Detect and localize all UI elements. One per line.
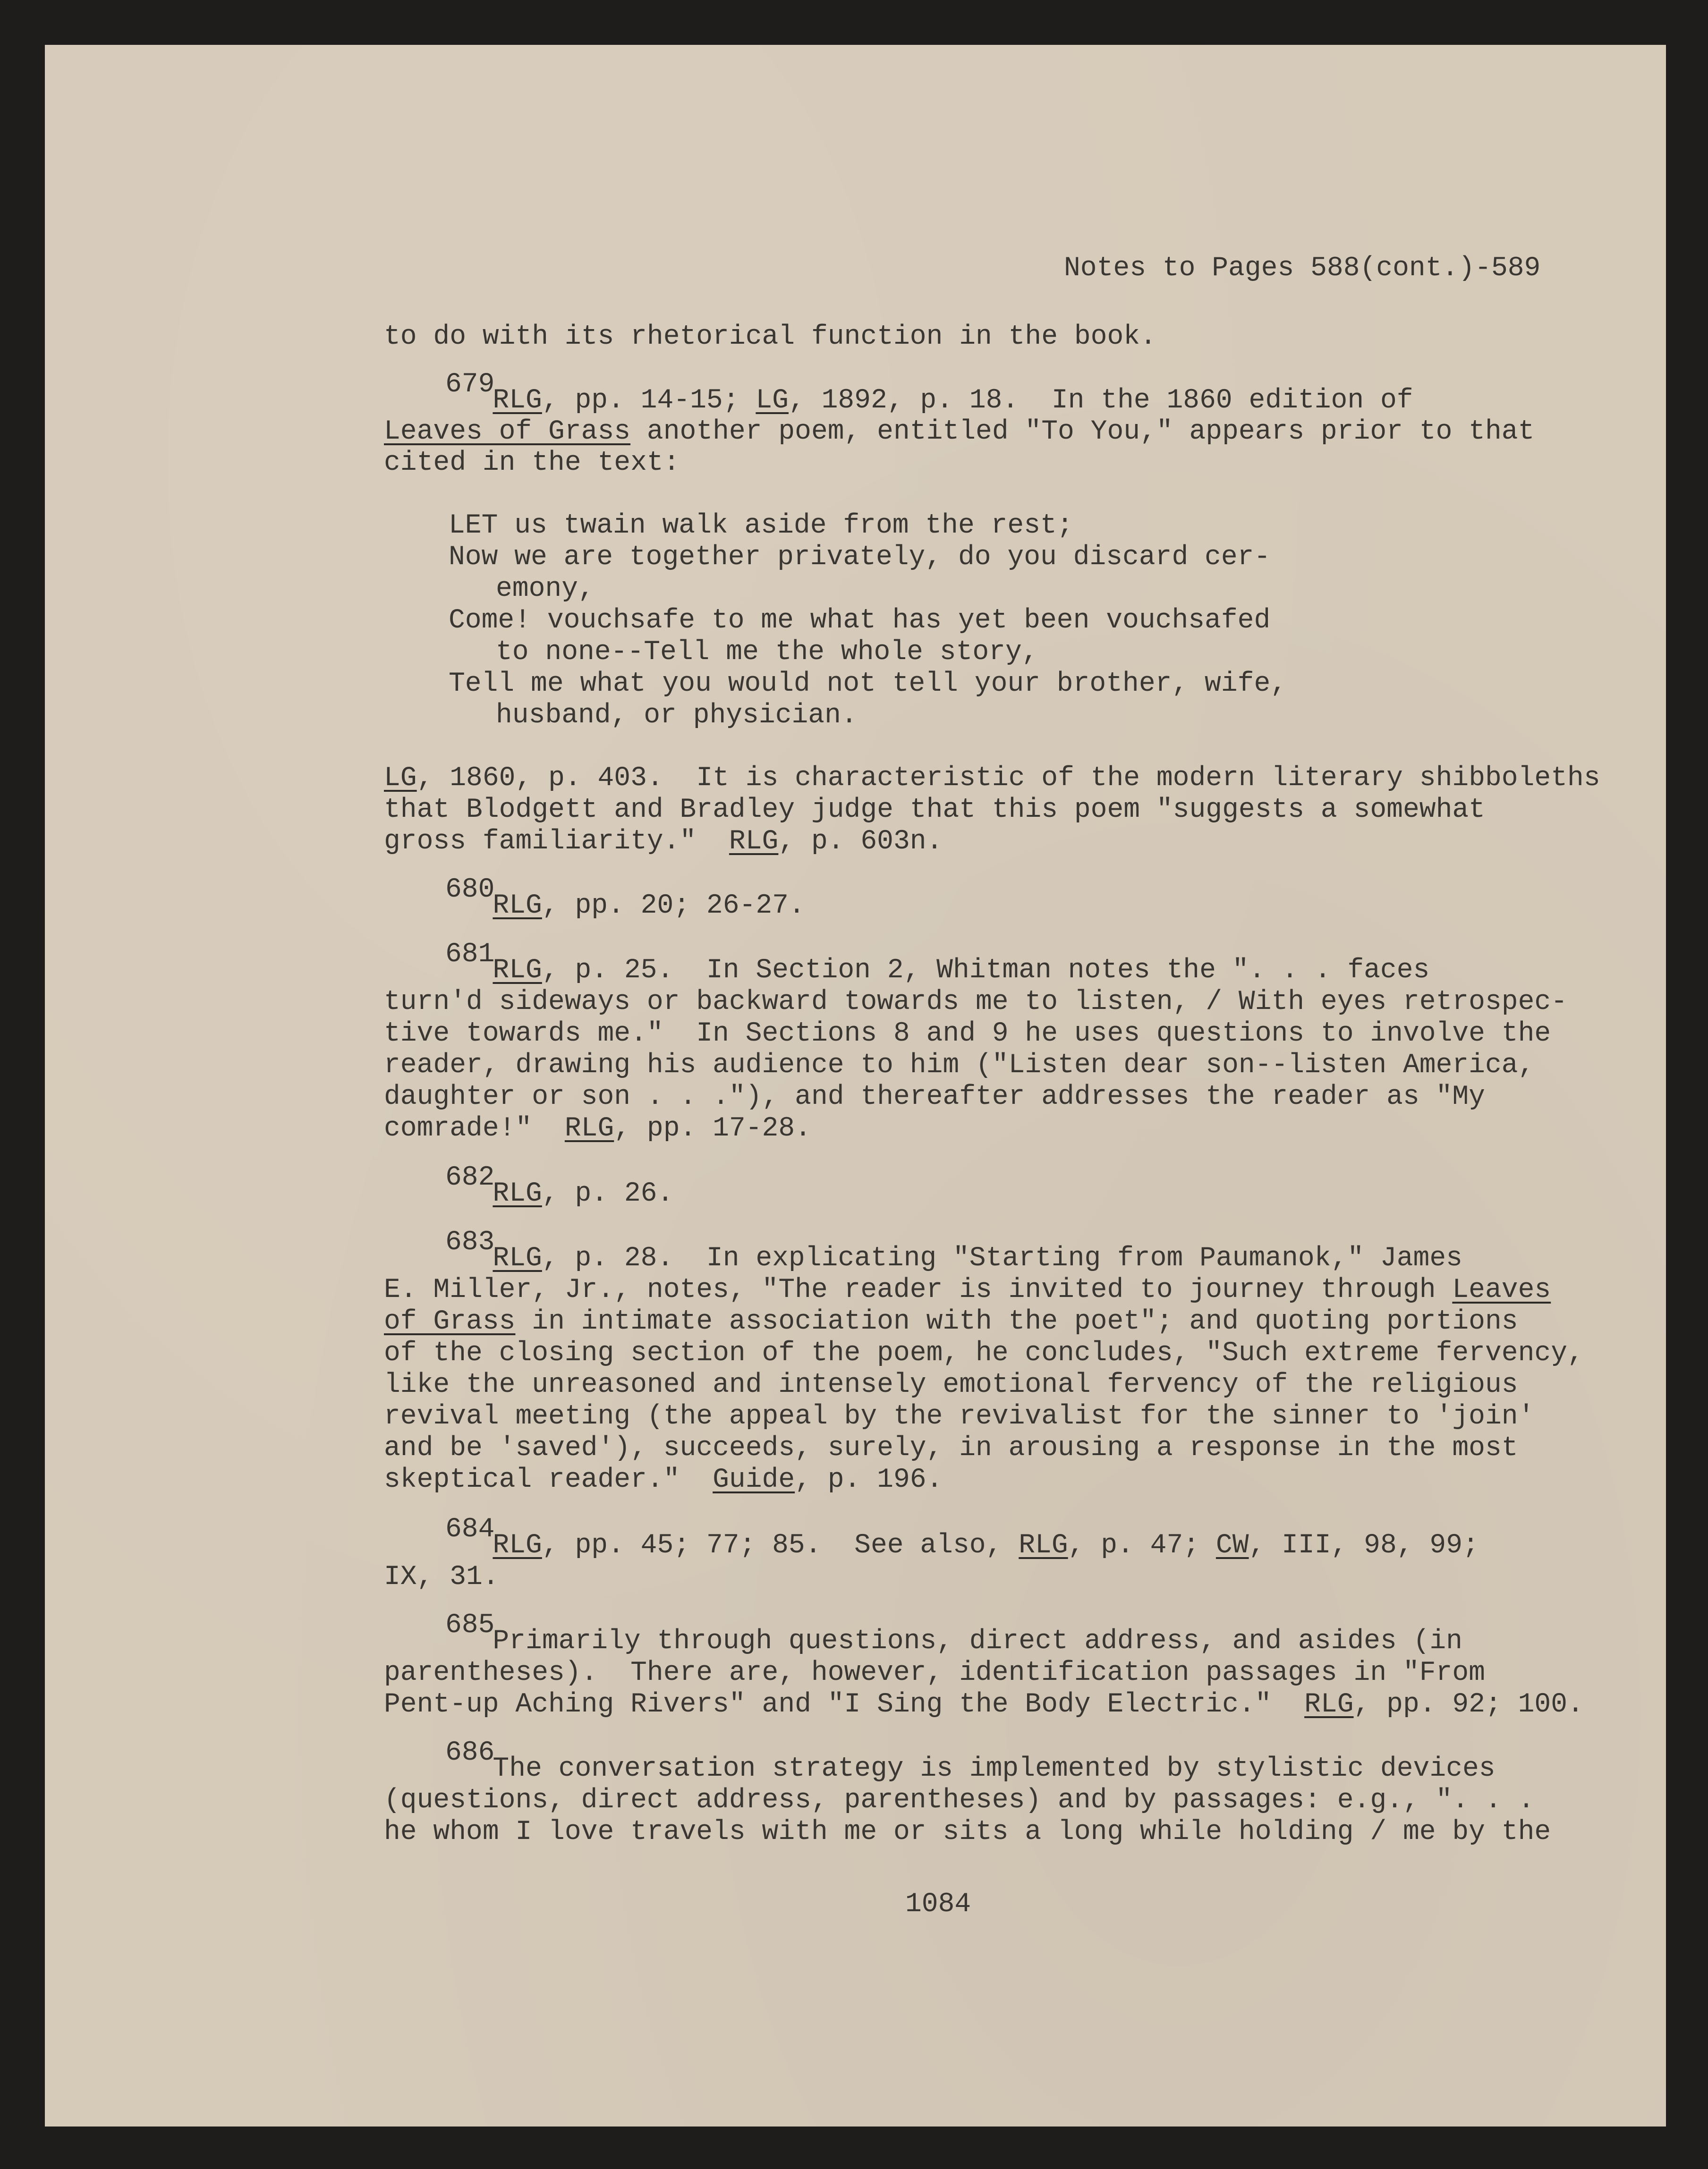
text-run: of the closing section of the poem, he concludes, "Such extreme fervency,	[384, 1338, 1584, 1369]
underlined-title: Leaves	[1452, 1275, 1551, 1305]
text-run-group	[384, 1306, 1518, 1337]
text-run: , pp. 45; 77; 85. See also,	[542, 1530, 1019, 1561]
note-683-line-5	[384, 1369, 1518, 1401]
text-run: another poem, entitled "To You," appears prior to that	[630, 416, 1535, 447]
underlined-title: LG	[384, 763, 417, 794]
underlined-title: of Grass	[384, 1306, 516, 1337]
text-run: , p. 26.	[542, 1178, 674, 1209]
text-run-group	[384, 1275, 1551, 1305]
note-681-line-4	[384, 1050, 1534, 1082]
underlined-title: Leaves of Grass	[384, 416, 631, 447]
footnote-number: 682	[445, 1162, 495, 1193]
text-run: , pp. 20; 26-27.	[542, 890, 805, 921]
text-run: comrade!"	[384, 1113, 565, 1144]
underlined-title: LG	[756, 385, 789, 416]
note-684-line-1	[445, 1514, 1479, 1562]
text-run-group	[384, 1465, 943, 1495]
note-681-line-2	[384, 986, 1567, 1018]
text-run: Pent-up Aching Rivers" and "I Sing the Body Electric."	[384, 1689, 1305, 1720]
poem-line: LET us twain walk aside from the rest;	[449, 510, 1073, 541]
text-run-group	[384, 1401, 1534, 1432]
note-681-line-3	[384, 1018, 1551, 1050]
text-run: , p. 28. In explicating "Starting from Paumanok," James	[542, 1243, 1462, 1274]
note-686-line-1	[445, 1737, 1496, 1785]
note-683-line-3	[384, 1306, 1518, 1338]
underlined-title: RLG	[493, 955, 542, 986]
underlined-title: RLG	[493, 1530, 542, 1561]
poem-line: Come! vouchsafe to me what has yet been vouchsafed	[449, 605, 1271, 636]
text-run: The conversation strategy is implemented by stylistic devices	[493, 1754, 1496, 1784]
text-run: turn'd sideways or backward towards me to listen, / With eyes retrospec-	[384, 987, 1568, 1017]
text-run-group	[493, 1530, 1479, 1561]
note-686-line-3	[384, 1816, 1551, 1848]
text-run-group	[384, 1050, 1534, 1081]
footnote-number: 681	[445, 939, 495, 970]
footnote-number: 683	[445, 1227, 495, 1258]
text-run: reader, drawing his audience to him ("Listen dear son--listen America,	[384, 1050, 1535, 1081]
note-686-line-2	[384, 1785, 1534, 1817]
note-679-line-2	[384, 416, 1534, 448]
underlined-title: Guide	[713, 1465, 795, 1495]
note-681-line-6	[384, 1113, 811, 1145]
text-run: E. Miller, Jr., notes, "The reader is invited to journey through	[384, 1275, 1453, 1305]
text-run: tive towards me." In Sections 8 and 9 he uses questions to involve the	[384, 1018, 1551, 1049]
poem-line: to none--Tell me the whole story,	[496, 637, 1038, 668]
note-683-line-2	[384, 1274, 1551, 1306]
text-run-group	[493, 385, 1413, 416]
text-run-group	[493, 890, 805, 921]
text-run-group	[384, 1018, 1551, 1049]
note-683-line-1	[445, 1227, 1462, 1275]
text-run-group	[493, 1754, 1495, 1784]
text-run-group	[384, 1370, 1518, 1400]
text-run-group	[384, 1689, 1584, 1720]
text-run: parentheses). There are, however, identification passages in "From	[384, 1658, 1485, 1688]
text-run: daughter or son . . ."), and thereafter addresses the reader as "My	[384, 1082, 1485, 1112]
note-683-line-7	[384, 1432, 1518, 1465]
text-run-group	[384, 1658, 1485, 1688]
text-run-group	[384, 1785, 1534, 1816]
note-679-after-1	[384, 763, 1600, 795]
text-run: , p. 196.	[795, 1465, 943, 1495]
text-run: like the unreasoned and intensely emotional fervency of the religious	[384, 1370, 1518, 1400]
poem-line: Now we are together privately, do you discard cer-	[449, 542, 1271, 573]
text-run: (questions, direct address, parentheses) and by passages: e.g., ". . .	[384, 1785, 1535, 1816]
text-run: gross familiarity."	[384, 826, 729, 857]
note-685-line-1	[445, 1610, 1462, 1658]
text-run-group	[384, 1338, 1584, 1369]
text-run: , III, 98, 99;	[1249, 1530, 1479, 1561]
text-run-group	[384, 826, 943, 857]
text-run-group	[493, 1178, 673, 1209]
text-run: , pp. 17-28.	[614, 1113, 811, 1144]
text-run: , p. 25. In Section 2, Whitman notes the ". . . faces	[542, 955, 1430, 986]
note-684-line-2	[384, 1561, 499, 1593]
running-head: Notes to Pages 588(cont.)-589	[1064, 253, 1541, 284]
page-number: 1084	[905, 1889, 971, 1920]
text-run: , pp. 14-15;	[542, 385, 756, 416]
note-683-line-6	[384, 1401, 1534, 1433]
footnote-number: 680	[445, 874, 495, 905]
poem-line: emony,	[496, 574, 595, 604]
text-run-group	[384, 1433, 1518, 1464]
note-683-line-4	[384, 1338, 1584, 1370]
text-run: he whom I love travels with me or sits a long while holding / me by the	[384, 1817, 1551, 1847]
text-run: in intimate association with the poet"; and quoting portions	[515, 1306, 1518, 1337]
note-681-line-5	[384, 1081, 1485, 1113]
text-run-group	[384, 448, 680, 478]
text-run: Primarily through questions, direct address, and asides (in	[493, 1626, 1462, 1657]
text-run: cited in the text:	[384, 448, 680, 478]
text-run-group	[384, 763, 1600, 794]
note-685-line-2	[384, 1657, 1485, 1689]
note-685-line-3	[384, 1689, 1584, 1721]
note-680-line-1	[445, 874, 805, 922]
poem-line: Tell me what you would not tell your brother, wife,	[449, 669, 1287, 699]
underlined-title: RLG	[564, 1113, 614, 1144]
continuation-text: to do with its rhetorical function in the book.	[384, 322, 1156, 352]
footnote-number: 684	[445, 1514, 495, 1545]
text-run: , 1892, p. 18. In the 1860 edition of	[788, 385, 1413, 416]
underlined-title: RLG	[493, 1178, 542, 1209]
text-run-group	[493, 1626, 1462, 1657]
text-run-group	[384, 987, 1567, 1017]
text-run: and be 'saved'), succeeds, surely, in arousing a response in the most	[384, 1433, 1518, 1464]
text-run-group	[384, 416, 1534, 447]
note-682-line-1	[445, 1162, 674, 1210]
note-679-line-1	[445, 369, 1413, 417]
text-run: , p. 603n.	[778, 826, 943, 857]
footnote-number: 679	[445, 369, 495, 400]
underlined-title: RLG	[493, 385, 542, 416]
underlined-title: CW	[1215, 1530, 1249, 1561]
text-run: revival meeting (the appeal by the revivalist for the sinner to 'join'	[384, 1401, 1535, 1432]
footnote-number: 685	[445, 1610, 495, 1641]
text-run-group	[384, 1082, 1485, 1112]
text-run: , p. 47;	[1068, 1530, 1216, 1561]
note-679-after-2	[384, 794, 1485, 826]
text-run: that Blodgett and Bradley judge that this poem "suggests a somewhat	[384, 795, 1485, 825]
text-run-group	[384, 1562, 499, 1593]
note-681-line-1	[445, 939, 1430, 987]
text-run: , pp. 92; 100.	[1353, 1689, 1584, 1720]
text-run-group	[493, 955, 1429, 986]
document-page	[45, 45, 1666, 2127]
poem-line: husband, or physician.	[496, 700, 858, 731]
text-run: , 1860, p. 403. It is characteristic of the modern literary shibboleths	[416, 763, 1600, 794]
underlined-title: RLG	[493, 1243, 542, 1274]
note-679-line-3	[384, 447, 680, 479]
text-run-group	[384, 795, 1485, 825]
underlined-title: RLG	[1019, 1530, 1068, 1561]
note-679-after-3	[384, 826, 943, 858]
text-run-group	[384, 1113, 811, 1144]
note-683-line-8	[384, 1464, 943, 1496]
underlined-title: RLG	[1304, 1689, 1354, 1720]
text-run: IX, 31.	[384, 1562, 499, 1593]
text-run-group	[384, 1817, 1551, 1847]
text-run: skeptical reader."	[384, 1465, 713, 1495]
underlined-title: RLG	[729, 826, 779, 857]
footnote-number: 686	[445, 1737, 495, 1768]
text-run-group	[493, 1243, 1462, 1274]
underlined-title: RLG	[493, 890, 542, 921]
